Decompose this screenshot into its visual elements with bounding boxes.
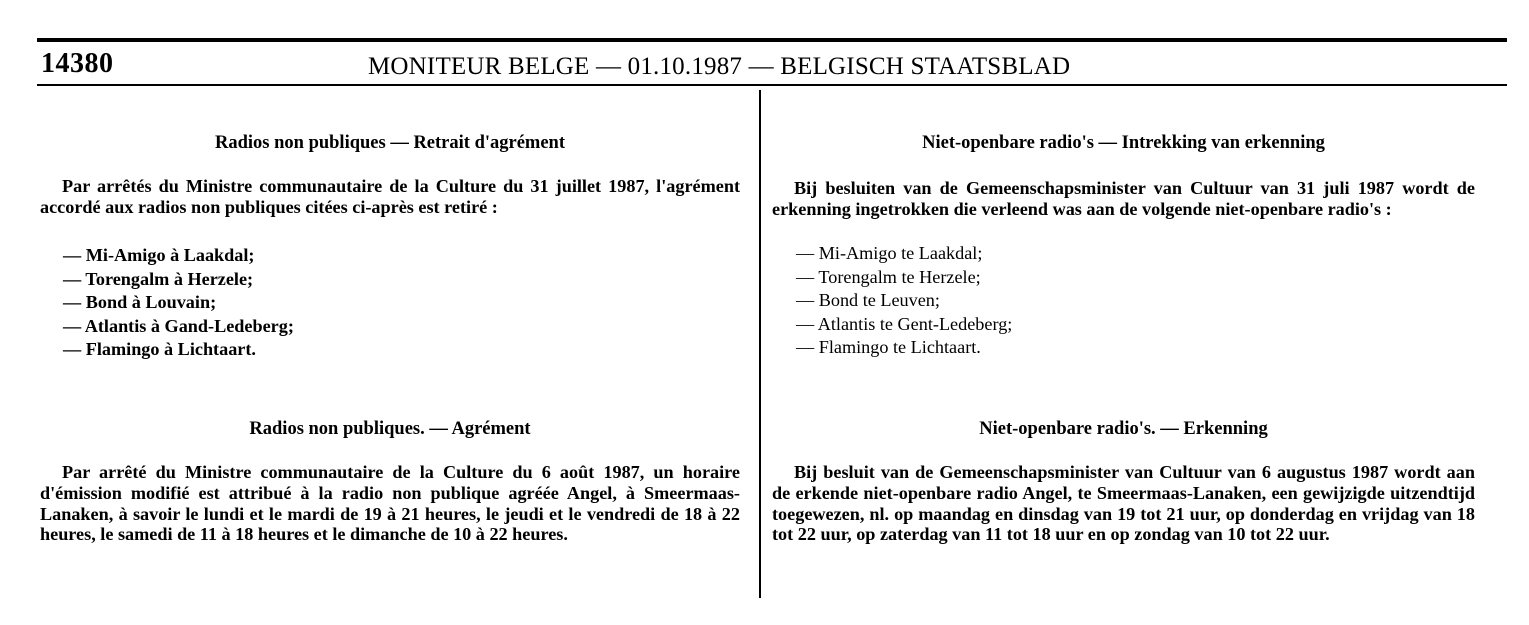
paragraph-withdrawal-nl: Bij besluiten van de Gemeenschapsminister van Cultuur van 31 juli 1987 wordt de erkenning ingetrokken die verleend was aan de volgende niet-openbare radio's : <box>772 178 1475 219</box>
running-title: MONITEUR BELGE — 01.10.1987 — BELGISCH STAATSBLAD <box>368 53 1071 80</box>
section-heading-withdrawal-fr: Radios non publiques — Retrait d'agrément <box>215 133 565 153</box>
list-item: — Flamingo à Lichtaart. <box>63 339 256 359</box>
list-item: — Bond te Leuven; <box>796 290 940 310</box>
radio-list-nl <box>772 242 1012 360</box>
column-divider <box>759 90 761 598</box>
header-bottom-rule <box>37 84 1507 86</box>
paragraph-approval-nl: Bij besluit van de Gemeenschapsminister van Cultuur van 6 augustus 1987 wordt aan de erkende niet-openbare radio Angel, te Smeermaas-Lanaken, een gewijzigde uitzendtijd toegewezen, nl. op maandag en dinsdag van 19 tot 21 uur, op donderdag en vrijdag van 18 tot 22 uur, op zaterdag van 11 tot 18 uur en op zondag van 10 tot 22 uur. <box>772 462 1475 545</box>
paragraph-withdrawal-fr: Par arrêtés du Ministre communautaire de la Culture du 31 juillet 1987, l'agrément accordé aux radios non publiques citées ci-après est retiré : <box>40 176 740 217</box>
radio-list-fr <box>40 244 294 362</box>
list-item: — Atlantis te Gent-Ledeberg; <box>796 313 1013 334</box>
list-item: — Flamingo te Lichtaart. <box>796 337 981 357</box>
list-item: — Mi-Amigo à Laakdal; <box>63 245 255 265</box>
section-heading-approval-nl: Niet-openbare radio's. — Erkenning <box>979 419 1268 439</box>
page-number: 14380 <box>41 48 114 79</box>
section-heading-withdrawal-nl: Niet-openbare radio's — Intrekking van erkenning <box>922 133 1325 153</box>
section-heading-approval-fr: Radios non publiques. — Agrément <box>249 419 531 439</box>
paragraph-approval-fr: Par arrêté du Ministre communautaire de la Culture du 6 août 1987, un horaire d'émission modifié est attribué à la radio non publique agréée Angel, à Smeermaas-Lanaken, à savoir le lundi et le mardi de 19 à 21 heures, le jeudi et le vendredi de 18 à 22 heures, le samedi de 11 à 18 heures et le dimanche de 10 à 22 heures. <box>40 462 740 545</box>
list-item: — Mi-Amigo te Laakdal; <box>796 243 983 263</box>
list-item: — Torengalm te Herzele; <box>796 266 981 287</box>
list-item: — Atlantis à Gand-Ledeberg; <box>63 315 294 336</box>
list-item: — Bond à Louvain; <box>63 292 217 312</box>
list-item: — Torengalm à Herzele; <box>63 268 254 289</box>
header-top-rule <box>37 38 1507 42</box>
